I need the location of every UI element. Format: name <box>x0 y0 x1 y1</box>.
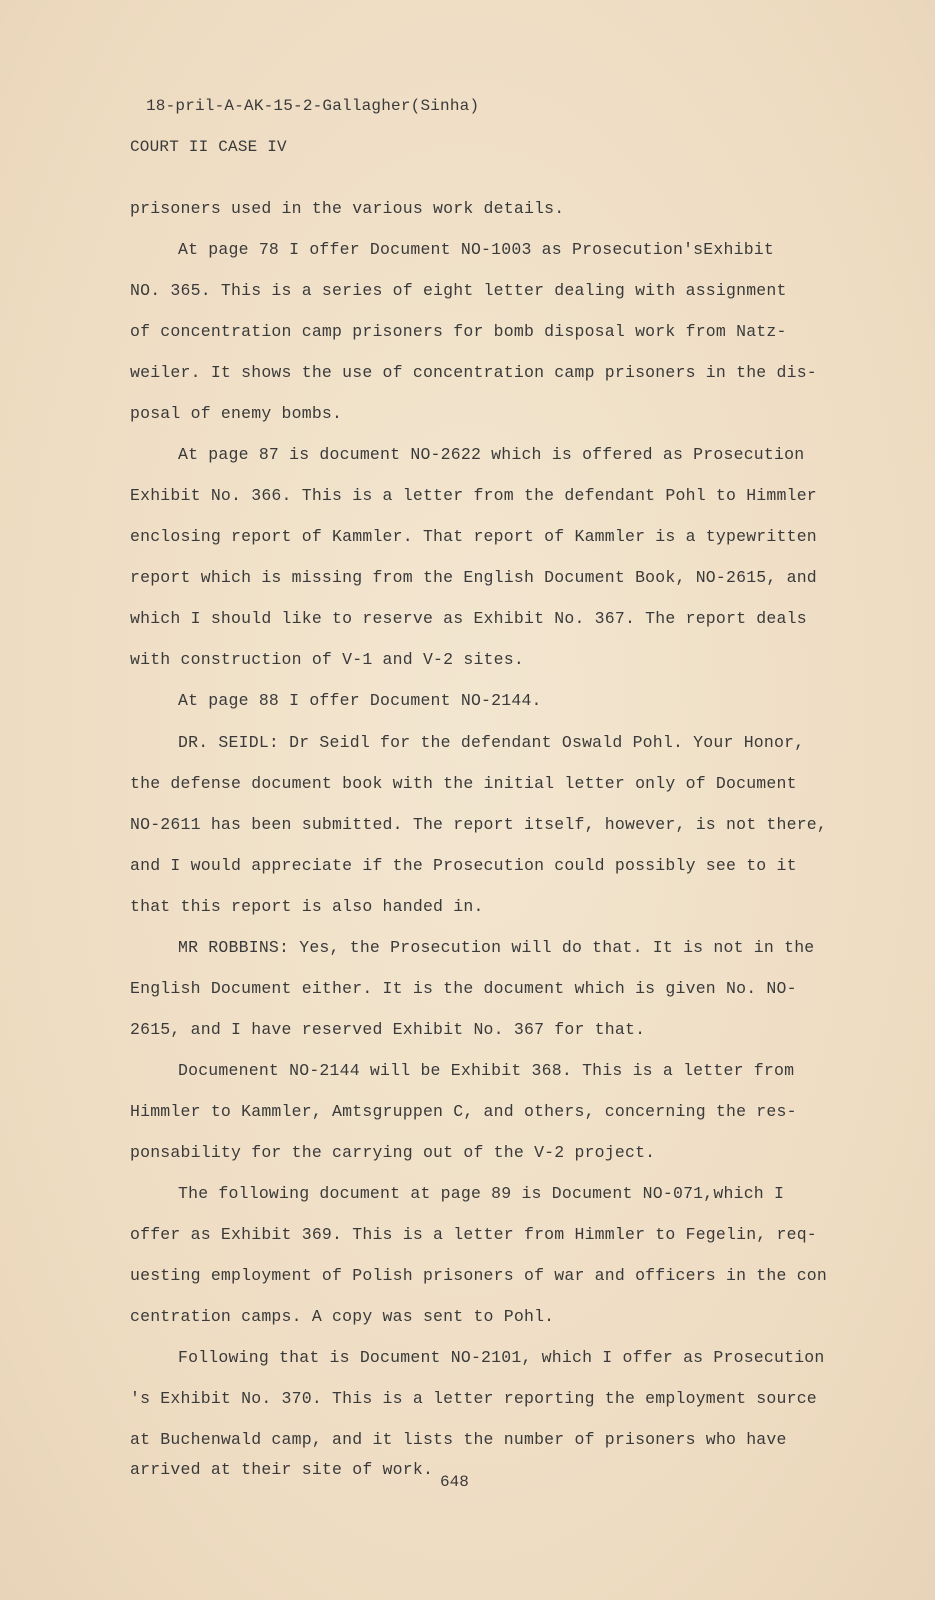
body-line: of concentration camp prisoners for bomb disposal work from Natz- <box>130 322 787 341</box>
body-line: Documenent NO-2144 will be Exhibit 368. This is a letter from <box>178 1061 795 1080</box>
page-number: 648 <box>440 1473 469 1491</box>
body-line: and I would appreciate if the Prosecution could possibly see to it <box>130 856 797 875</box>
body-line: Himmler to Kammler, Amtsgruppen C, and others, concerning the res- <box>130 1102 797 1121</box>
body-line: At page 87 is document NO-2622 which is offered as Prosecution <box>178 445 805 464</box>
body-line: enclosing report of Kammler. That report of Kammler is a typewritten <box>130 527 817 546</box>
body-line: ponsability for the carrying out of the V-2 project. <box>130 1143 656 1162</box>
header-line-2: COURT II CASE IV <box>130 138 287 156</box>
body-line: English Document either. It is the document which is given No. NO- <box>130 979 797 998</box>
body-line: NO. 365. This is a series of eight letter dealing with assignment <box>130 281 787 300</box>
body-line: with construction of V-1 and V-2 sites. <box>130 650 524 669</box>
body-line: DR. SEIDL: Dr Seidl for the defendant Oswald Pohl. Your Honor, <box>178 733 805 752</box>
header-line-1: 18-pril-A-AK-15-2-Gallagher(Sinha) <box>146 97 480 115</box>
body-line: offer as Exhibit 369. This is a letter from Himmler to Fegelin, req- <box>130 1225 817 1244</box>
body-line: at Buchenwald camp, and it lists the number of prisoners who have <box>130 1430 787 1449</box>
body-line: which I should like to reserve as Exhibit No. 367. The report deals <box>130 609 807 628</box>
body-line: At page 88 I offer Document NO-2144. <box>178 691 542 710</box>
body-line: At page 78 I offer Document NO-1003 as Prosecution'sExhibit <box>178 240 774 259</box>
body-line: Following that is Document NO-2101, which I offer as Prosecution <box>178 1348 825 1367</box>
body-line: uesting employment of Polish prisoners of war and officers in the con <box>130 1266 828 1285</box>
body-line: arrived at their site of work. <box>130 1460 434 1479</box>
body-line: report which is missing from the English Document Book, NO-2615, and <box>130 568 817 587</box>
body-line: weiler. It shows the use of concentration camp prisoners in the dis- <box>130 363 817 382</box>
body-line: centration camps. A copy was sent to Pohl. <box>130 1307 555 1326</box>
body-line: 's Exhibit No. 370. This is a letter reporting the employment source <box>130 1389 817 1408</box>
body-line: the defense document book with the initial letter only of Document <box>130 774 797 793</box>
body-line: The following document at page 89 is Document NO-071,which I <box>178 1184 785 1203</box>
body-line: MR ROBBINS: Yes, the Prosecution will do that. It is not in the <box>178 938 815 957</box>
body-line: prisoners used in the various work details. <box>130 199 565 218</box>
body-line: 2615, and I have reserved Exhibit No. 367 for that. <box>130 1020 646 1039</box>
body-line: that this report is also handed in. <box>130 897 484 916</box>
body-line: posal of enemy bombs. <box>130 404 343 423</box>
body-line: NO-2611 has been submitted. The report itself, however, is not there, <box>130 815 828 834</box>
body-line: Exhibit No. 366. This is a letter from the defendant Pohl to Himmler <box>130 486 817 505</box>
